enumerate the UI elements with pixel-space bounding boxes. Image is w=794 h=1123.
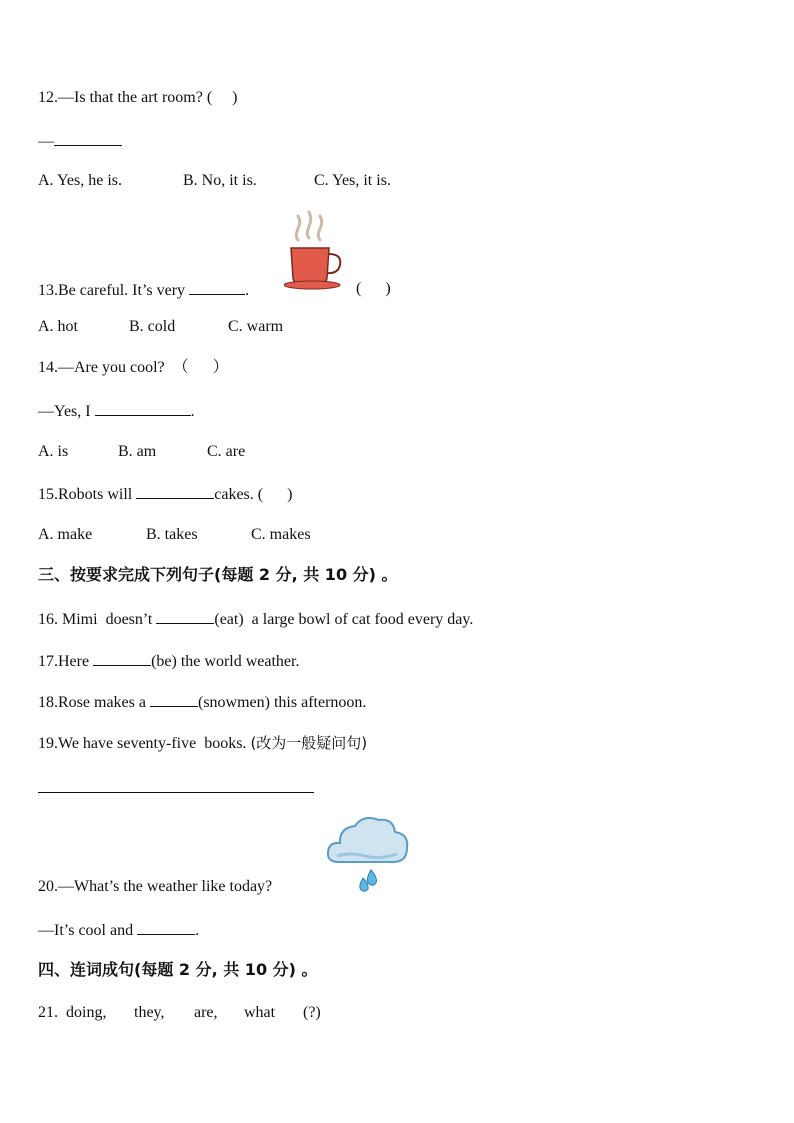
q18-blank[interactable] [150, 691, 198, 707]
q13-answer-paren: ( ) [356, 280, 391, 297]
q18-line [38, 691, 366, 713]
q12-question: 12.—Is that the art room? ( ) [38, 89, 238, 106]
q18-prefix: 18.Rose makes a [38, 694, 150, 711]
q20-answer-line [38, 919, 199, 941]
q19-text: 19.We have seventy-five books. [38, 735, 251, 752]
q13-option-b: B. cold [129, 318, 176, 335]
q14-answer-line [38, 400, 195, 422]
q15-question [38, 483, 292, 505]
q21-number: 21. [38, 1004, 58, 1021]
q14-answer-prefix: —Yes, I [38, 403, 95, 420]
q14-option-c: C. are [207, 443, 246, 460]
q15-option-c: C. makes [251, 526, 311, 543]
q20-answer-prefix: —It’s cool and [38, 922, 138, 939]
q21-line [38, 1003, 58, 1023]
hot-cup-icon [284, 208, 346, 292]
q17-blank[interactable] [93, 650, 151, 666]
q12-dash: — [38, 133, 54, 150]
q21-word-4: what [244, 1004, 276, 1021]
q13-suffix: . [245, 282, 250, 299]
q13-prefix: 13.Be careful. It’s very [38, 282, 190, 299]
q15-suffix: cakes. ( ) [214, 486, 293, 503]
q15-option-a: A. make [38, 526, 93, 543]
q17-line [38, 650, 299, 672]
q19-answer-line[interactable] [38, 792, 314, 793]
q14-option-a: A. is [38, 443, 69, 460]
q13-blank[interactable] [189, 279, 245, 295]
q16-prefix: 16. Mimi doesn’t [38, 611, 157, 628]
q15-blank[interactable] [136, 483, 214, 499]
q15-option-b: B. takes [146, 526, 198, 543]
q13-option-c: C. warm [228, 318, 284, 335]
q12-option-c: C. Yes, it is. [314, 172, 391, 189]
q21-word-3: are, [194, 1004, 218, 1021]
q17-prefix: 17.Here [38, 653, 94, 670]
q14-question: 14.—Are you cool? （ ） [38, 359, 229, 376]
q17-suffix: (be) the world weather. [151, 653, 300, 670]
q19-instruction: (改为一般疑问句) [250, 734, 368, 752]
q15-prefix: 15.Robots will [38, 486, 137, 503]
q21-word-1: doing, [66, 1004, 107, 1021]
q18-suffix: (snowmen) this afternoon. [197, 694, 367, 711]
q14-blank[interactable] [95, 400, 191, 416]
q21-word-5: (?) [303, 1004, 321, 1021]
q12-blank[interactable] [54, 130, 122, 146]
section-3-title: 三、按要求完成下列句子(每题 2 分, 共 10 分) 。 [38, 565, 398, 584]
q12-option-b: B. No, it is. [183, 172, 257, 189]
q14-option-b: B. am [118, 443, 157, 460]
q20-question: 20.—What’s the weather like today? [38, 878, 273, 895]
q20-answer-suffix: . [195, 922, 200, 939]
q21-word-2: they, [134, 1004, 165, 1021]
q12-answer-line [38, 130, 122, 152]
q16-blank[interactable] [156, 608, 214, 624]
q12-option-a: A. Yes, he is. [38, 172, 123, 189]
section-4-title: 四、连词成句(每题 2 分, 共 10 分) 。 [38, 960, 318, 979]
q19-line [38, 733, 367, 754]
rain-cloud-icon [325, 812, 411, 894]
q14-answer-suffix: . [190, 403, 195, 420]
q16-suffix: (eat) a large bowl of cat food every day. [214, 611, 474, 628]
q16-line [38, 608, 473, 630]
q13-question [38, 279, 249, 301]
q20-blank[interactable] [137, 919, 195, 935]
q13-option-a: A. hot [38, 318, 78, 335]
